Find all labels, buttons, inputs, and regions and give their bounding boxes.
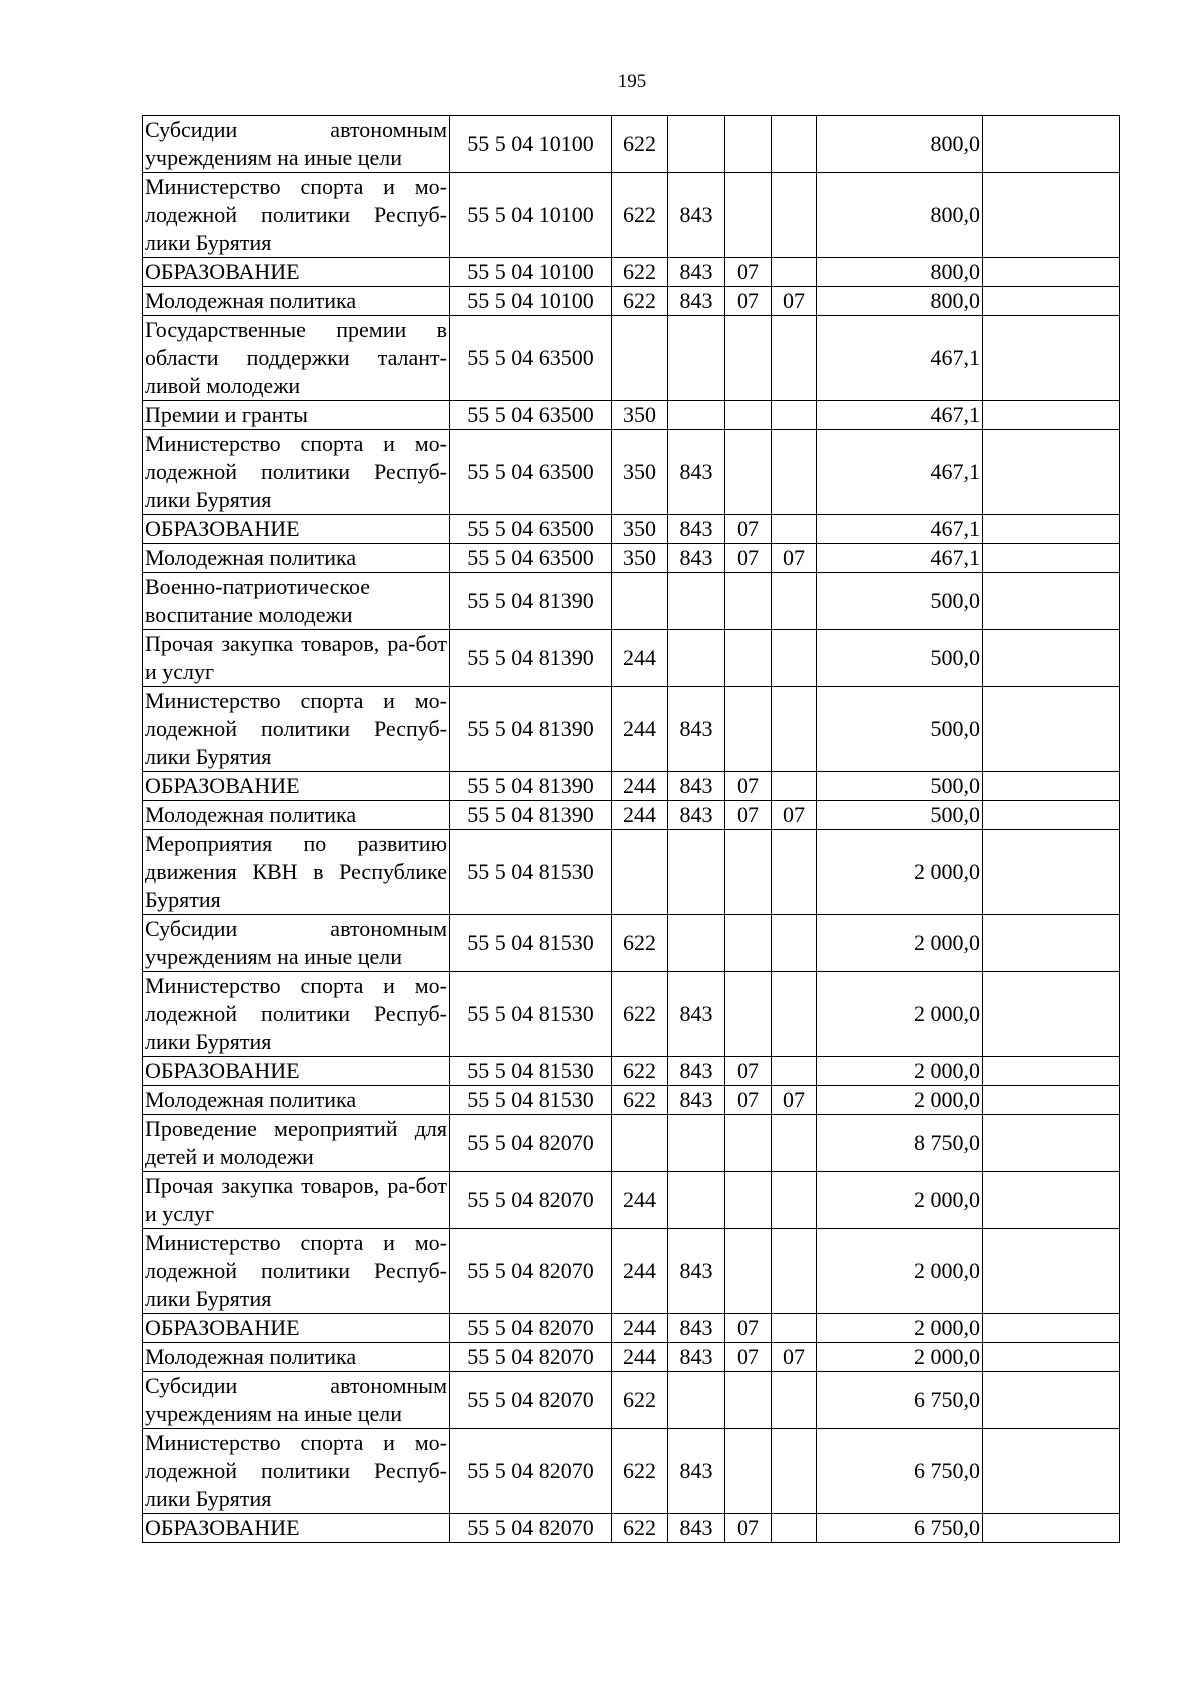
- row-expense-type-cell: 622: [612, 258, 668, 287]
- row-empty-cell: [983, 1086, 1120, 1115]
- row-code-cell: 55 5 04 10100: [450, 116, 612, 173]
- table-row: [143, 801, 1120, 830]
- row-subsection-cell: [772, 1372, 817, 1429]
- row-expense-type-cell: 244: [612, 687, 668, 772]
- row-section-cell: 07: [725, 1314, 772, 1343]
- table-body: [143, 116, 1120, 1543]
- row-department-cell: 843: [668, 287, 725, 316]
- page-number: 195: [617, 71, 647, 92]
- row-code-cell: 55 5 04 10100: [450, 287, 612, 316]
- row-subsection-cell: [772, 401, 817, 430]
- row-department-cell: [668, 1372, 725, 1429]
- row-section-cell: [725, 972, 772, 1057]
- row-name-cell: Проведение мероприятий для детей и молодежи: [143, 1115, 450, 1172]
- row-amount-cell: 2 000,0: [817, 1057, 983, 1086]
- row-department-cell: 843: [668, 1514, 725, 1543]
- row-amount-cell: 6 750,0: [817, 1514, 983, 1543]
- row-empty-cell: [983, 401, 1120, 430]
- row-name-cell: Молодежная политика: [143, 801, 450, 830]
- row-expense-type-cell: [612, 316, 668, 401]
- row-amount-cell: 500,0: [817, 630, 983, 687]
- row-empty-cell: [983, 1343, 1120, 1372]
- row-empty-cell: [983, 801, 1120, 830]
- row-section-cell: [725, 116, 772, 173]
- table-row: [143, 316, 1120, 401]
- row-department-cell: [668, 316, 725, 401]
- row-subsection-cell: 07: [772, 801, 817, 830]
- row-department-cell: 843: [668, 772, 725, 801]
- row-code-cell: 55 5 04 81530: [450, 1057, 612, 1086]
- row-name-cell: Военно-патриотическое воспитание молодежи: [143, 573, 450, 630]
- row-department-cell: [668, 1115, 725, 1172]
- row-expense-type-cell: 244: [612, 1314, 668, 1343]
- table-row: [143, 1229, 1120, 1314]
- row-expense-type-cell: 244: [612, 772, 668, 801]
- row-amount-cell: 500,0: [817, 801, 983, 830]
- row-section-cell: [725, 687, 772, 772]
- row-name-cell: Субсидии автономным учреждениям на иные цели: [143, 1372, 450, 1429]
- row-empty-cell: [983, 1229, 1120, 1314]
- row-expense-type-cell: 244: [612, 801, 668, 830]
- row-code-cell: 55 5 04 81390: [450, 801, 612, 830]
- table-row: [143, 1057, 1120, 1086]
- table-row: [143, 687, 1120, 772]
- row-section-cell: [725, 1429, 772, 1514]
- row-amount-cell: 2 000,0: [817, 1229, 983, 1314]
- row-section-cell: [725, 1229, 772, 1314]
- row-amount-cell: 467,1: [817, 430, 983, 515]
- row-name-cell: ОБРАЗОВАНИЕ: [143, 515, 450, 544]
- row-expense-type-cell: [612, 573, 668, 630]
- row-expense-type-cell: 350: [612, 515, 668, 544]
- row-expense-type-cell: [612, 1115, 668, 1172]
- row-amount-cell: 800,0: [817, 116, 983, 173]
- row-section-cell: [725, 173, 772, 258]
- row-empty-cell: [983, 972, 1120, 1057]
- row-empty-cell: [983, 287, 1120, 316]
- row-amount-cell: 500,0: [817, 573, 983, 630]
- row-subsection-cell: [772, 1229, 817, 1314]
- row-name-cell: Мероприятия по развитию движения КВН в Республике Бурятия: [143, 830, 450, 915]
- budget-table: [142, 115, 1120, 1543]
- row-amount-cell: 467,1: [817, 515, 983, 544]
- row-subsection-cell: [772, 1514, 817, 1543]
- row-code-cell: 55 5 04 81390: [450, 687, 612, 772]
- row-section-cell: [725, 1115, 772, 1172]
- table-row: [143, 830, 1120, 915]
- row-subsection-cell: [772, 116, 817, 173]
- row-code-cell: 55 5 04 82070: [450, 1172, 612, 1229]
- row-department-cell: 843: [668, 687, 725, 772]
- row-empty-cell: [983, 1372, 1120, 1429]
- table-row: [143, 173, 1120, 258]
- row-expense-type-cell: 244: [612, 1229, 668, 1314]
- row-department-cell: 843: [668, 1429, 725, 1514]
- row-name-cell: Молодежная политика: [143, 544, 450, 573]
- table-row: [143, 1172, 1120, 1229]
- table-row: [143, 430, 1120, 515]
- row-department-cell: 843: [668, 544, 725, 573]
- row-name-cell: ОБРАЗОВАНИЕ: [143, 1057, 450, 1086]
- row-section-cell: [725, 915, 772, 972]
- row-department-cell: 843: [668, 1314, 725, 1343]
- row-subsection-cell: [772, 830, 817, 915]
- row-department-cell: [668, 116, 725, 173]
- row-expense-type-cell: 622: [612, 287, 668, 316]
- row-subsection-cell: [772, 515, 817, 544]
- row-amount-cell: 467,1: [817, 401, 983, 430]
- table-row: [143, 287, 1120, 316]
- row-section-cell: 07: [725, 772, 772, 801]
- row-subsection-cell: [772, 573, 817, 630]
- row-name-cell: Молодежная политика: [143, 1343, 450, 1372]
- row-code-cell: 55 5 04 81530: [450, 915, 612, 972]
- row-amount-cell: 800,0: [817, 258, 983, 287]
- row-amount-cell: 2 000,0: [817, 972, 983, 1057]
- row-subsection-cell: [772, 430, 817, 515]
- row-empty-cell: [983, 430, 1120, 515]
- row-code-cell: 55 5 04 82070: [450, 1314, 612, 1343]
- row-subsection-cell: [772, 316, 817, 401]
- table-row: [143, 1343, 1120, 1372]
- row-amount-cell: 800,0: [817, 173, 983, 258]
- row-expense-type-cell: 350: [612, 430, 668, 515]
- row-amount-cell: 500,0: [817, 687, 983, 772]
- row-expense-type-cell: 350: [612, 544, 668, 573]
- row-code-cell: 55 5 04 63500: [450, 544, 612, 573]
- table-row: [143, 772, 1120, 801]
- row-department-cell: 843: [668, 1229, 725, 1314]
- row-expense-type-cell: 350: [612, 401, 668, 430]
- row-section-cell: [725, 630, 772, 687]
- row-expense-type-cell: 622: [612, 1057, 668, 1086]
- row-empty-cell: [983, 1172, 1120, 1229]
- row-subsection-cell: [772, 1429, 817, 1514]
- row-name-cell: Молодежная политика: [143, 287, 450, 316]
- row-empty-cell: [983, 1057, 1120, 1086]
- row-empty-cell: [983, 573, 1120, 630]
- row-name-cell: Министерство спорта и мо-лодежной политики Респуб-лики Бурятия: [143, 972, 450, 1057]
- row-expense-type-cell: 622: [612, 1514, 668, 1543]
- table-row: [143, 630, 1120, 687]
- row-code-cell: 55 5 04 82070: [450, 1514, 612, 1543]
- row-name-cell: ОБРАЗОВАНИЕ: [143, 772, 450, 801]
- row-expense-type-cell: 622: [612, 1086, 668, 1115]
- row-code-cell: 55 5 04 82070: [450, 1429, 612, 1514]
- row-subsection-cell: [772, 1172, 817, 1229]
- row-expense-type-cell: 244: [612, 1343, 668, 1372]
- row-name-cell: Министерство спорта и мо-лодежной политики Респуб-лики Бурятия: [143, 1429, 450, 1514]
- row-department-cell: 843: [668, 1086, 725, 1115]
- row-expense-type-cell: 244: [612, 1172, 668, 1229]
- row-code-cell: 55 5 04 81530: [450, 1086, 612, 1115]
- row-name-cell: ОБРАЗОВАНИЕ: [143, 1314, 450, 1343]
- table-row: [143, 1372, 1120, 1429]
- row-department-cell: [668, 830, 725, 915]
- table-row: [143, 116, 1120, 173]
- table-row: [143, 972, 1120, 1057]
- row-amount-cell: 2 000,0: [817, 1172, 983, 1229]
- table-row: [143, 1429, 1120, 1514]
- row-expense-type-cell: 622: [612, 1372, 668, 1429]
- row-amount-cell: 8 750,0: [817, 1115, 983, 1172]
- row-code-cell: 55 5 04 10100: [450, 173, 612, 258]
- row-department-cell: 843: [668, 173, 725, 258]
- row-code-cell: 55 5 04 81390: [450, 573, 612, 630]
- row-empty-cell: [983, 915, 1120, 972]
- row-code-cell: 55 5 04 81390: [450, 630, 612, 687]
- row-department-cell: [668, 1172, 725, 1229]
- row-name-cell: Министерство спорта и мо-лодежной политики Респуб-лики Бурятия: [143, 430, 450, 515]
- row-name-cell: Государственные премии в области поддержки талант-ливой молодежи: [143, 316, 450, 401]
- row-section-cell: 07: [725, 1514, 772, 1543]
- row-empty-cell: [983, 1314, 1120, 1343]
- row-subsection-cell: [772, 258, 817, 287]
- row-subsection-cell: 07: [772, 1086, 817, 1115]
- row-name-cell: Министерство спорта и мо-лодежной политики Респуб-лики Бурятия: [143, 173, 450, 258]
- row-name-cell: ОБРАЗОВАНИЕ: [143, 1514, 450, 1543]
- row-expense-type-cell: [612, 830, 668, 915]
- row-empty-cell: [983, 258, 1120, 287]
- row-section-cell: 07: [725, 258, 772, 287]
- row-amount-cell: 500,0: [817, 772, 983, 801]
- row-section-cell: [725, 1372, 772, 1429]
- row-empty-cell: [983, 1429, 1120, 1514]
- row-name-cell: Прочая закупка товаров, ра-бот и услуг: [143, 630, 450, 687]
- row-subsection-cell: [772, 915, 817, 972]
- row-code-cell: 55 5 04 10100: [450, 258, 612, 287]
- row-code-cell: 55 5 04 82070: [450, 1372, 612, 1429]
- row-empty-cell: [983, 830, 1120, 915]
- row-empty-cell: [983, 173, 1120, 258]
- row-name-cell: Премии и гранты: [143, 401, 450, 430]
- row-section-cell: 07: [725, 1086, 772, 1115]
- row-expense-type-cell: 244: [612, 630, 668, 687]
- row-section-cell: 07: [725, 1057, 772, 1086]
- row-code-cell: 55 5 04 63500: [450, 515, 612, 544]
- row-section-cell: 07: [725, 515, 772, 544]
- row-name-cell: Прочая закупка товаров, ра-бот и услуг: [143, 1172, 450, 1229]
- row-empty-cell: [983, 1514, 1120, 1543]
- row-empty-cell: [983, 515, 1120, 544]
- row-subsection-cell: 07: [772, 544, 817, 573]
- row-section-cell: 07: [725, 801, 772, 830]
- row-department-cell: 843: [668, 515, 725, 544]
- table-row: [143, 1314, 1120, 1343]
- row-name-cell: Субсидии автономным учреждениям на иные цели: [143, 116, 450, 173]
- row-name-cell: Молодежная политика: [143, 1086, 450, 1115]
- row-amount-cell: 800,0: [817, 287, 983, 316]
- row-subsection-cell: [772, 972, 817, 1057]
- row-department-cell: [668, 630, 725, 687]
- row-code-cell: 55 5 04 63500: [450, 316, 612, 401]
- row-code-cell: 55 5 04 81530: [450, 972, 612, 1057]
- row-empty-cell: [983, 772, 1120, 801]
- row-empty-cell: [983, 316, 1120, 401]
- row-expense-type-cell: 622: [612, 173, 668, 258]
- row-section-cell: 07: [725, 544, 772, 573]
- row-empty-cell: [983, 630, 1120, 687]
- row-code-cell: 55 5 04 81530: [450, 830, 612, 915]
- row-empty-cell: [983, 1115, 1120, 1172]
- row-department-cell: 843: [668, 1057, 725, 1086]
- row-section-cell: [725, 830, 772, 915]
- row-subsection-cell: [772, 173, 817, 258]
- row-expense-type-cell: 622: [612, 116, 668, 173]
- table-row: [143, 258, 1120, 287]
- row-empty-cell: [983, 116, 1120, 173]
- row-subsection-cell: [772, 1115, 817, 1172]
- row-section-cell: [725, 430, 772, 515]
- row-name-cell: Министерство спорта и мо-лодежной политики Респуб-лики Бурятия: [143, 687, 450, 772]
- table-row: [143, 401, 1120, 430]
- row-name-cell: Министерство спорта и мо-лодежной политики Респуб-лики Бурятия: [143, 1229, 450, 1314]
- row-empty-cell: [983, 544, 1120, 573]
- row-section-cell: 07: [725, 287, 772, 316]
- row-section-cell: 07: [725, 1343, 772, 1372]
- row-amount-cell: 6 750,0: [817, 1372, 983, 1429]
- table-row: [143, 1115, 1120, 1172]
- row-code-cell: 55 5 04 82070: [450, 1115, 612, 1172]
- row-subsection-cell: 07: [772, 1343, 817, 1372]
- table-row: [143, 915, 1120, 972]
- row-department-cell: 843: [668, 430, 725, 515]
- row-section-cell: [725, 573, 772, 630]
- row-department-cell: 843: [668, 1343, 725, 1372]
- row-section-cell: [725, 401, 772, 430]
- row-section-cell: [725, 1172, 772, 1229]
- row-department-cell: [668, 401, 725, 430]
- row-subsection-cell: [772, 772, 817, 801]
- row-name-cell: Субсидии автономным учреждениям на иные цели: [143, 915, 450, 972]
- row-amount-cell: 6 750,0: [817, 1429, 983, 1514]
- row-amount-cell: 2 000,0: [817, 830, 983, 915]
- row-code-cell: 55 5 04 82070: [450, 1229, 612, 1314]
- row-expense-type-cell: 622: [612, 915, 668, 972]
- table-row: [143, 1086, 1120, 1115]
- table-row: [143, 1514, 1120, 1543]
- row-subsection-cell: [772, 687, 817, 772]
- table-row: [143, 544, 1120, 573]
- row-code-cell: 55 5 04 63500: [450, 430, 612, 515]
- row-department-cell: 843: [668, 258, 725, 287]
- row-code-cell: 55 5 04 63500: [450, 401, 612, 430]
- row-department-cell: [668, 915, 725, 972]
- row-section-cell: [725, 316, 772, 401]
- row-department-cell: [668, 573, 725, 630]
- row-expense-type-cell: 622: [612, 972, 668, 1057]
- table-row: [143, 515, 1120, 544]
- row-subsection-cell: [772, 1314, 817, 1343]
- row-amount-cell: 2 000,0: [817, 1086, 983, 1115]
- row-department-cell: 843: [668, 972, 725, 1057]
- row-amount-cell: 467,1: [817, 544, 983, 573]
- table-row: [143, 573, 1120, 630]
- row-subsection-cell: 07: [772, 287, 817, 316]
- row-amount-cell: 2 000,0: [817, 1343, 983, 1372]
- row-subsection-cell: [772, 630, 817, 687]
- row-department-cell: 843: [668, 801, 725, 830]
- row-empty-cell: [983, 687, 1120, 772]
- row-expense-type-cell: 622: [612, 1429, 668, 1514]
- row-code-cell: 55 5 04 82070: [450, 1343, 612, 1372]
- row-subsection-cell: [772, 1057, 817, 1086]
- row-amount-cell: 467,1: [817, 316, 983, 401]
- row-amount-cell: 2 000,0: [817, 1314, 983, 1343]
- row-name-cell: ОБРАЗОВАНИЕ: [143, 258, 450, 287]
- row-code-cell: 55 5 04 81390: [450, 772, 612, 801]
- row-amount-cell: 2 000,0: [817, 915, 983, 972]
